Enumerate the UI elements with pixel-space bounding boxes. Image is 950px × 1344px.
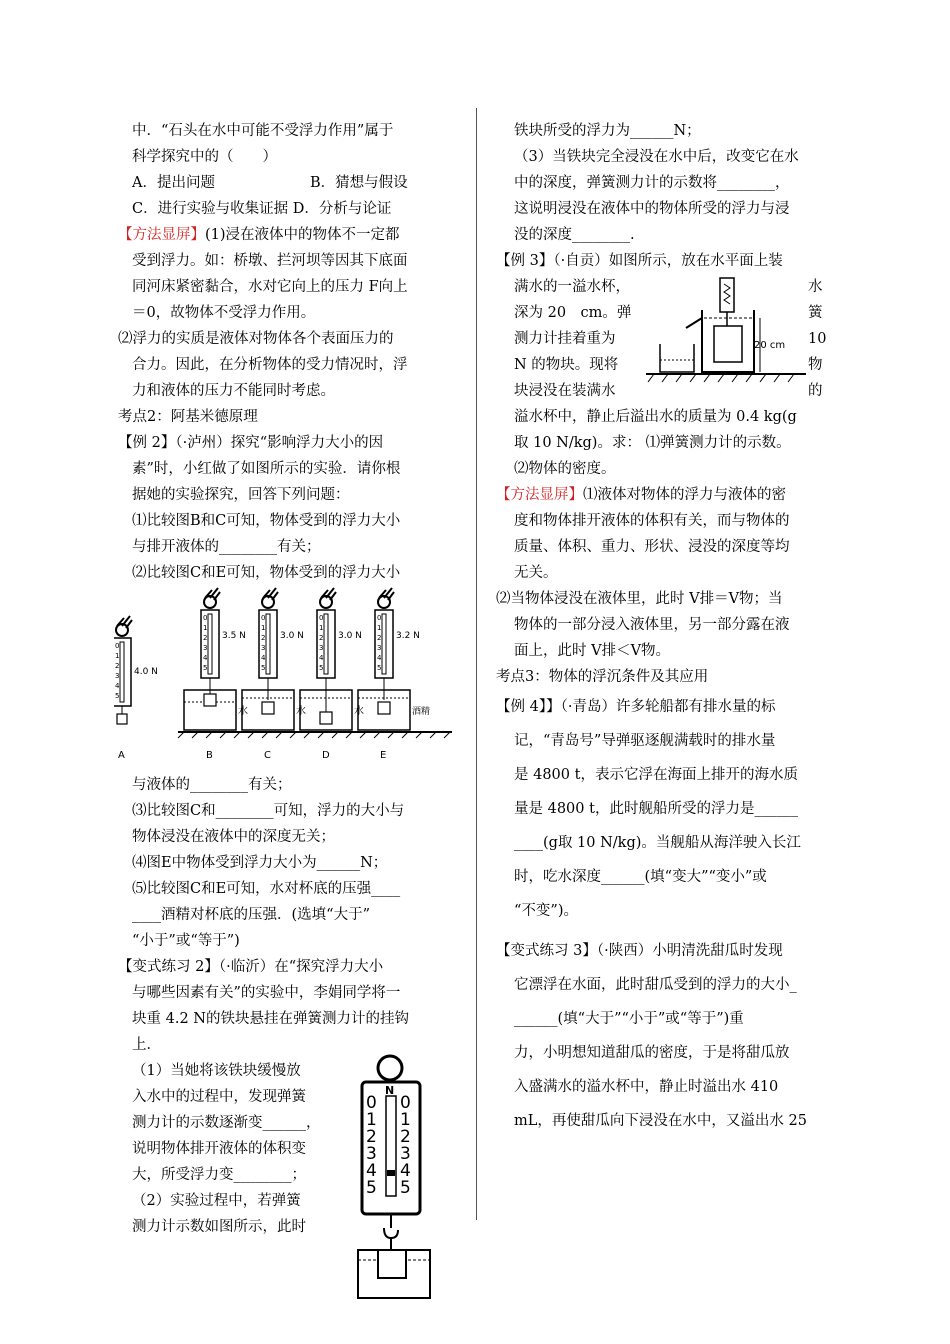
text-line: 满水的一溢水杯，: [514, 279, 630, 295]
text-line: 入盛满水的溢水杯中，静止时溢出水 410: [514, 1079, 779, 1095]
text-line: 素”时，小红做了如图所示的实验．请你根: [132, 461, 401, 477]
example3-block: [496, 274, 852, 404]
svg-text:4: 4: [377, 654, 382, 662]
svg-text:1: 1: [400, 1110, 411, 1130]
liquid-alcohol-e: 酒精: [412, 707, 431, 717]
svg-text:1: 1: [115, 652, 120, 660]
option-a-b: [118, 170, 470, 196]
text-line: ⑸比较图C和E可知，水对杯底的压强____: [132, 881, 401, 897]
label-a: A: [118, 750, 125, 761]
label-e: E: [380, 750, 387, 761]
svg-text:2: 2: [400, 1127, 411, 1147]
overflow-cup-figure: [646, 274, 806, 404]
left-column: [115, 118, 470, 1240]
svg-text:3: 3: [366, 1144, 377, 1164]
text-line: 测力计示数如图所示，此时: [132, 1219, 306, 1235]
text-line: 度和物体排开液体的体积有关，而与物体的: [514, 513, 790, 529]
text-line: 质量、体积、重力、形状、浸没的深度等均: [514, 539, 790, 555]
svg-text:3: 3: [377, 644, 382, 652]
text-line: 无关。: [514, 565, 558, 581]
svg-text:4: 4: [366, 1161, 377, 1181]
text-line: 记，“青岛号”导弹驱逐舰满载时的排水量: [514, 733, 776, 749]
text-line: （2）实验过程中，若弹簧: [132, 1193, 301, 1209]
text-line: 【变式练习 2】（·临沂）在“探究浮力大小: [118, 959, 384, 975]
svg-text:5: 5: [366, 1178, 377, 1198]
svg-text:3: 3: [115, 672, 120, 680]
text-line: 块浸没在装满水: [514, 383, 616, 399]
svg-text:0: 0: [261, 614, 266, 622]
text-line: 测力计的示数逐渐变______，: [132, 1115, 321, 1131]
method-line: [118, 222, 470, 248]
label-d: D: [322, 750, 330, 761]
depth-label: 20 cm: [754, 340, 786, 351]
text-line: “不变”)。: [514, 903, 578, 919]
text-line: 的: [808, 383, 823, 399]
text-line: 合力。因此，在分析物体的受力情况时，浮: [132, 357, 408, 373]
text-line: 深为 20 cm。弹: [514, 305, 632, 321]
text-line: 受到浮力。如：桥墩、拦河坝等因其下底面: [132, 253, 408, 269]
svg-text:0: 0: [203, 614, 208, 622]
text-line: ____(g取 10 N/kg)。当舰船从海洋驶入长江: [514, 835, 801, 851]
liquid-water-c: 水: [296, 706, 306, 717]
svg-text:2: 2: [261, 634, 266, 642]
svg-text:5: 5: [377, 664, 382, 672]
text-line: 【例 2】（·泸州）探究“影响浮力大小的因: [118, 435, 384, 451]
text-line: ＝0，故物体不受浮力作用。: [132, 305, 316, 321]
svg-text:1: 1: [319, 624, 324, 632]
text-line: 【例 3】（·自贡）如图所示，放在水平面上装: [496, 253, 783, 269]
text-line: 【变式练习 3】（·陕西）小明清洗甜瓜时发现: [496, 943, 783, 959]
text-line: ⑵物体的密度。: [514, 461, 616, 477]
svg-text:1: 1: [366, 1110, 377, 1130]
svg-text:2: 2: [115, 662, 120, 670]
svg-text:3: 3: [203, 644, 208, 652]
text-line: 它漂浮在水面，此时甜瓜受到的浮力的大小_: [514, 977, 797, 993]
text-line: 【例 4】】（·青岛）许多轮船都有排水量的标: [496, 699, 776, 715]
spring-scale-diagram: [114, 586, 454, 766]
text-line: “小于”或“等于”): [132, 933, 240, 949]
text-line: 上．: [132, 1037, 161, 1053]
svg-text:4: 4: [400, 1161, 411, 1181]
text-line: 量是 4800 t，此时舰船所受的浮力是______: [514, 801, 798, 817]
text-line: ⑴比较图B和C可知，物体受到的浮力大小: [132, 513, 401, 529]
scale-b: [184, 588, 248, 761]
liquid-water-b: 水: [238, 706, 248, 717]
svg-text:2: 2: [203, 634, 208, 642]
text-line: ⑶比较图C和________可知，浮力的大小与: [132, 803, 405, 819]
text-line: 面上，此时 V排＜V物。: [514, 643, 671, 659]
liquid-water-d: 水: [354, 706, 364, 717]
text-line: 物体的一部分浸入液体里，另一部分露在液: [514, 617, 790, 633]
text-line: 据她的实验探究，回答下列问题：: [132, 487, 350, 503]
reading-a: 4.0 N: [134, 667, 158, 677]
svg-text:1: 1: [203, 624, 208, 632]
scale-d: [300, 588, 364, 761]
text-line: ⑵浮力的实质是液体对物体各个表面压力的: [118, 331, 394, 347]
text-line: 力，小明想知道甜瓜的密度，于是将甜瓜放: [514, 1045, 790, 1061]
text-line: 是 4800 t，表示它浮在海面上排开的海水质: [514, 767, 798, 783]
svg-text:0: 0: [366, 1093, 377, 1113]
gauge-unit: N: [385, 1084, 395, 1097]
label-c: C: [264, 750, 271, 761]
text-line: 入水中的过程中，发现弹簧: [132, 1089, 306, 1105]
svg-text:0: 0: [400, 1093, 411, 1113]
svg-text:2: 2: [319, 634, 324, 642]
text-line: 这说明浸没在液体中的物体所受的浮力与浸: [514, 201, 790, 217]
text-line: 与液体的________有关；: [132, 777, 292, 793]
option-c-d: C．进行实验与收集证据 D．分析与论证: [132, 201, 392, 217]
label-b: B: [206, 750, 213, 761]
text-line: 物体浸没在液体中的深度无关；: [132, 829, 335, 845]
method-tag: 【方法显屏】: [496, 487, 583, 503]
text-line: ⑵比较图C和E可知，物体受到的浮力大小: [132, 565, 401, 581]
text-line: ⑵当物体浸没在液体里，此时 V排＝V物；当: [496, 591, 783, 607]
svg-text:1: 1: [261, 624, 266, 632]
text-line: 与哪些因素有关”的实验中，李娟同学将一: [132, 985, 401, 1001]
spring-gauge-figure: [354, 1052, 450, 1302]
svg-text:5: 5: [261, 664, 266, 672]
svg-text:0: 0: [319, 614, 324, 622]
option-b: B．猜想与假设: [310, 175, 408, 191]
text-line: 水: [808, 279, 823, 295]
text-line: 簧: [808, 305, 823, 321]
text-line: （3）当铁块完全浸没在水中后，改变它在水: [514, 149, 799, 165]
svg-text:1: 1: [377, 624, 382, 632]
svg-text:5: 5: [203, 664, 208, 672]
svg-text:0: 0: [377, 614, 382, 622]
text-line: 与排开液体的________有关；: [132, 539, 321, 555]
method-line: [496, 482, 852, 508]
text-line: 测力计挂着重为: [514, 331, 616, 347]
figure-spring-scales: [114, 586, 470, 772]
svg-text:5: 5: [115, 692, 120, 700]
svg-text:4: 4: [115, 682, 120, 690]
variant2-block: [118, 1058, 470, 1240]
text-line: 时，吃水深度______(填“变大”“变小”或: [514, 869, 767, 885]
svg-text:4: 4: [319, 654, 324, 662]
text-line: （1）当她将该铁块缓慢放: [132, 1063, 301, 1079]
text-line: 说明物体排开液体的体积变: [132, 1141, 306, 1157]
option-a: A．提出问题: [132, 175, 215, 191]
text-line: 力和液体的压力不能同时考虑。: [132, 383, 335, 399]
svg-text:5: 5: [319, 664, 324, 672]
right-column: [496, 118, 852, 1138]
text-line: 大，所受浮力变________；: [132, 1167, 306, 1183]
svg-text:0: 0: [115, 642, 120, 650]
text-span: (1)浸在液体中的物体不一定都: [205, 227, 400, 243]
text-line: 铁块所受的浮力为______N；: [514, 123, 701, 139]
text-line: ____酒精对杯底的压强．(选填“大于”: [132, 907, 370, 923]
text-line: N 的物块。现将: [514, 357, 619, 373]
text-span: ⑴液体对物体的浮力与液体的密: [583, 487, 786, 503]
column-divider: [476, 108, 477, 1220]
text-line: 块重 4.2 N的铁块悬挂在弹簧测力计的挂钩: [132, 1011, 409, 1027]
reading-e: 3.2 N: [396, 631, 420, 641]
text-line: mL，再使甜瓜向下浸没在水中，又溢出水 25: [514, 1113, 807, 1129]
text-line: 溢水杯中，静止后溢出水的质量为 0.4 kg(g: [514, 409, 797, 425]
text-line: ______(填“大于”“小于”或“等于”)重: [514, 1011, 744, 1027]
svg-text:3: 3: [400, 1144, 411, 1164]
reading-b: 3.5 N: [222, 631, 246, 641]
text-line: 取 10 N/kg)。求： ⑴弹簧测力计的示数。: [514, 435, 791, 451]
method-tag: 【方法显屏】: [118, 227, 205, 243]
svg-text:4: 4: [203, 654, 208, 662]
svg-text:3: 3: [261, 644, 266, 652]
text-line: 10: [808, 331, 827, 347]
reading-d: 3.0 N: [338, 631, 362, 641]
section-heading: 考点2：阿基米德原理: [118, 409, 258, 425]
text-line: 没的深度________.: [514, 227, 635, 243]
text-line: 物: [808, 357, 823, 373]
text-line: 中．“石头在水中可能不受浮力作用”属于: [132, 123, 394, 139]
text-line: 同河床紧密黏合，水对它向上的压力 F向上: [132, 279, 408, 295]
scale-a: [114, 616, 158, 761]
svg-text:4: 4: [261, 654, 266, 662]
svg-text:2: 2: [377, 634, 382, 642]
text-line: 科学探究中的（ ）: [132, 149, 277, 165]
svg-text:3: 3: [319, 644, 324, 652]
text-line: ⑷图E中物体受到浮力大小为______N；: [132, 855, 388, 871]
section-heading: 考点3：物体的浮沉条件及其应用: [496, 669, 709, 685]
text-line: 中的深度，弹簧测力计的示数将________，: [514, 175, 790, 191]
svg-text:5: 5: [400, 1178, 411, 1198]
reading-c: 3.0 N: [280, 631, 304, 641]
svg-text:2: 2: [366, 1127, 377, 1147]
